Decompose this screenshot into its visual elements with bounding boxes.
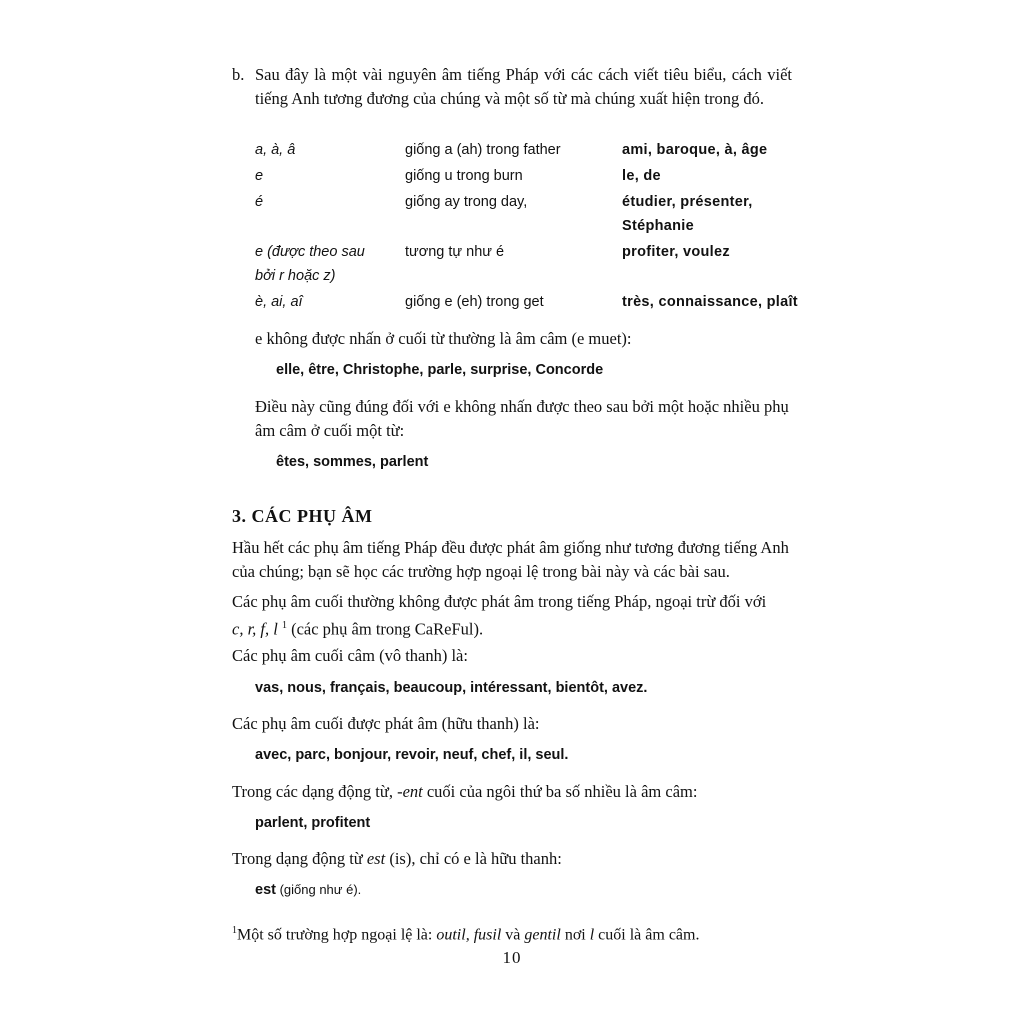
vowel-examples: étudier, présenter, Stéphanie (622, 194, 753, 234)
vowel-spelling: é (255, 194, 264, 210)
careful-letters: c, r, f, l (232, 619, 278, 639)
vowel-examples: très, connaissance, plaît (622, 294, 798, 310)
mute-e-examples: elle, être, Christophe, parle, surprise, Concorde (276, 362, 604, 378)
vowel-spelling: è, ai, aî (255, 294, 303, 310)
verb-ending-text: Trong các dạng động từ, -ent cuối của ngôi thứ ba số nhiều là âm câm: (232, 782, 698, 801)
vowel-equivalent: giống u trong burn (405, 168, 523, 184)
vowel-equivalent: giống a (ah) trong father (405, 142, 561, 158)
vowel-spelling: a, à, â (255, 142, 296, 158)
footnote-ref: 1 (281, 620, 287, 631)
section-heading: 3. CÁC PHỤ ÂM (232, 506, 373, 526)
vowel-spelling: e (được theo sau bởi r hoặc z) (255, 244, 365, 284)
intro-paragraph (232, 63, 792, 111)
section-paragraph-1: Hầu hết các phụ âm tiếng Pháp đều được phát âm giống như tương đương tiếng Anh của chúng; bạn sẽ học các trường hợp ngoại lệ trong bài này và các bài sau. (232, 538, 789, 581)
intro-text: Sau đây là một vài nguyên âm tiếng Pháp với các cách viết tiêu biểu, cách viết tiếng Anh tương đương của chúng và một số từ mà chúng xuất hiện trong đó. (255, 65, 792, 108)
mute-e-text: e không được nhấn ở cuối từ thường là âm câm (e muet): (255, 329, 632, 348)
silent-consonants-intro: Các phụ âm cuối câm (vô thanh) là: (232, 646, 468, 665)
vowel-spelling: e (255, 168, 264, 184)
section-paragraph-2: Các phụ âm cuối thường không được phát âm trong tiếng Pháp, ngoại trừ đối với c, r, f, l $^1$ (các phụ âm trong CaReFul). (232, 592, 767, 639)
voiced-consonants-intro: Các phụ âm cuối được phát âm (hữu thanh) là: (232, 714, 540, 733)
mute-e-note-examples: êtes, sommes, parlent (276, 454, 429, 470)
page-number: 10 (502, 948, 522, 967)
vowel-examples: le, de (622, 168, 661, 184)
vowel-equivalent: giống ay trong day, (405, 194, 528, 210)
vowel-examples: profiter, voulez (622, 244, 730, 260)
est-example: est (giống như é). (255, 882, 362, 898)
voiced-consonants-examples: avec, parc, bonjour, revoir, neuf, chef, il, seul. (255, 747, 569, 763)
list-label: b. (232, 65, 245, 84)
verb-ending-examples: parlent, profitent (255, 815, 371, 831)
silent-consonants-examples: vas, nous, français, beaucoup, intéressant, bientôt, avez. (255, 680, 648, 696)
vowel-equivalent: tương tự như é (405, 244, 505, 260)
vowel-examples: ami, baroque, à, âge (622, 142, 768, 158)
mute-e-note: Điều này cũng đúng đối với e không nhấn được theo sau bởi một hoặc nhiều phụ âm câm ở cuối một từ: (255, 397, 789, 440)
footnote: $^1$Một số trường hợp ngoại lệ là: outil, fusil và gentil nơi l cuối là âm câm. (232, 925, 700, 944)
est-text: Trong dạng động từ est (is), chỉ có e là hữu thanh: (232, 849, 562, 868)
vowel-equivalent: giống e (eh) trong get (405, 294, 544, 310)
